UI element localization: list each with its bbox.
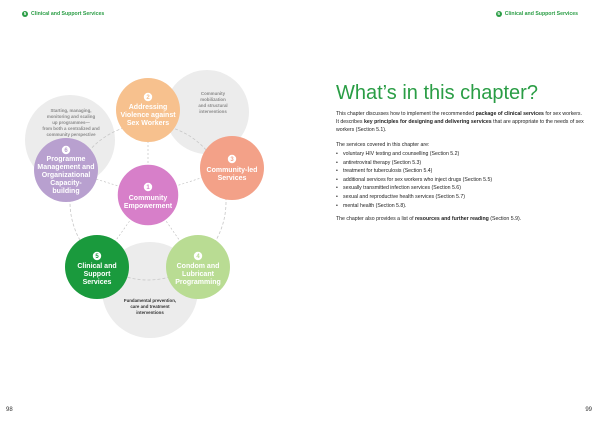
circle-3-number: 3	[230, 157, 234, 164]
running-header-right	[496, 11, 578, 17]
note-line: Community	[200, 91, 226, 96]
circle-6-label-line: Capacity-	[50, 180, 82, 187]
note-line: Fundamental prevention,	[123, 298, 177, 303]
circle-1-label-line: Community	[128, 195, 168, 202]
note-line: monitoring and scaling	[46, 114, 96, 119]
circle-2	[116, 78, 180, 142]
circle-2-label-line: Violence against	[120, 112, 176, 119]
chapter-number-badge: 5	[497, 11, 501, 16]
intro-bold-text: package of clinical services	[475, 111, 544, 117]
note-line: mobilization	[200, 97, 226, 102]
circle-6	[34, 138, 98, 202]
circle-5-label-line: Support	[83, 271, 111, 278]
intro-text: that are appropriate to the needs of sex workers (Section 5.1).	[336, 119, 584, 134]
list-item: • sexually transmitted infection services (Section 5.6)	[336, 184, 586, 193]
note-line: from both a centralized and	[42, 126, 100, 131]
circle-4	[166, 235, 230, 299]
note-line: interventions	[136, 310, 164, 315]
list-item: • sexual and reproductive health services (Section 5.7)	[336, 193, 586, 202]
circle-6-label-line: Organizational	[41, 172, 91, 179]
circle-1-label-line: Empowerment	[123, 203, 173, 210]
intro-text: This chapter discusses how to implement the recommended	[336, 111, 476, 117]
circle-1	[117, 164, 179, 226]
page-number-left: 98	[6, 407, 13, 413]
circle-2-label-line: Addressing	[128, 104, 168, 111]
circle-4-label-line: Condom and	[176, 263, 220, 270]
circle-6-label-line: Programme	[46, 156, 86, 163]
circle-5-number: 5	[95, 254, 99, 261]
chapter-title: Clinical and Support Services	[504, 11, 578, 17]
chapter-title: Clinical and Support Services	[31, 11, 105, 17]
services-intro: The services covered in this chapter are:	[336, 142, 430, 148]
circle-3-label-line: Services	[217, 175, 247, 182]
circle-1-number: 1	[146, 185, 150, 192]
section-heading: What’s in this chapter?	[336, 82, 538, 104]
list-item: • antiretroviral therapy (Section 5.3)	[336, 159, 586, 168]
note-line: Starting, managing,	[50, 108, 92, 113]
intro-paragraph	[336, 110, 586, 135]
closing-text: (Section 5.9).	[488, 216, 522, 222]
circle-3	[200, 136, 264, 200]
note-top-right	[198, 91, 227, 114]
note-line: community perspective	[46, 132, 96, 137]
circle-5-label-line: Clinical and	[77, 263, 117, 270]
list-item: • treatment for tuberculosis (Section 5.4)	[336, 167, 586, 176]
circle-2-label-line: Sex Workers	[126, 120, 170, 127]
list-item: • additional services for sex workers who inject drugs (Section 5.5)	[336, 176, 586, 185]
circle-6-label-line: Management and	[37, 164, 95, 171]
circle-3-label-line: Community-led	[206, 167, 258, 174]
circle-5	[65, 235, 129, 299]
closing-text: The chapter also provides a list of	[336, 216, 416, 222]
list-item: • voluntary HIV testing and counselling (Section 5.2)	[336, 150, 586, 159]
intro-bold-text: key principles for designing and delivering services	[363, 119, 492, 126]
closing-paragraph	[336, 215, 586, 223]
closing-bold-text: resources and further reading	[415, 216, 489, 222]
list-item: • mental health (Section 5.8).	[336, 202, 586, 211]
note-line: up programmes—	[52, 120, 90, 125]
note-line: interventions	[199, 109, 227, 114]
circle-4-label-line: Programming	[175, 279, 221, 286]
note-line: and structural	[198, 103, 228, 108]
page-number-right: 99	[585, 407, 592, 413]
chapter-number-badge: 5	[23, 11, 27, 16]
right-page	[300, 0, 600, 424]
circle-6-label-line: building	[52, 188, 80, 195]
circle-4-number: 4	[196, 254, 200, 261]
circle-2-number: 2	[146, 95, 150, 102]
services-list	[336, 150, 586, 210]
circle-5-label-line: Services	[82, 279, 112, 286]
note-line: care and treatment	[130, 304, 170, 309]
circle-4-label-line: Lubricant	[182, 271, 214, 278]
circle-6-number: 6	[64, 148, 68, 155]
intro-text: for sex workers. It describes	[336, 111, 582, 126]
